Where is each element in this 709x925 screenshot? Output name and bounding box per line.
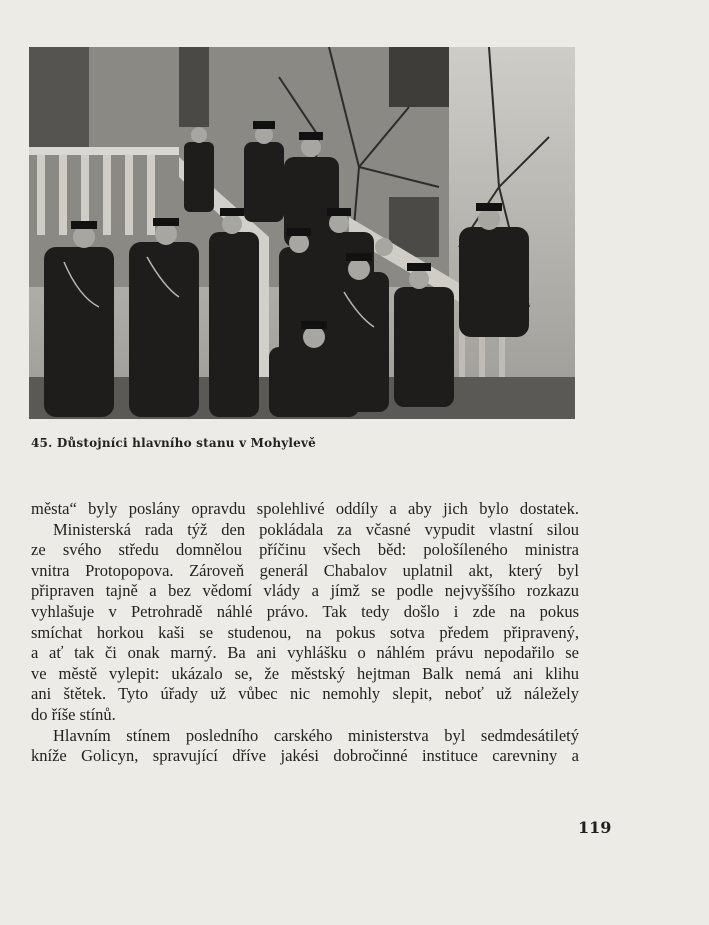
text-line: a ať tak či onak marný. Ba ani vyhlášku o náhlém právu nepodařilo se: [31, 643, 579, 663]
text-line: připraven tajně a bez vědomí vlády a jímž se podle nejvyššího rozkazu: [31, 581, 579, 601]
text-line: smíchat horkou kaši se studenou, na pokus sotva předem připravený,: [31, 622, 579, 642]
photograph: [29, 47, 575, 419]
text-line: vyhlašuje v Petrohradě náhlé právo. Tak tedy došlo i zde na pokus: [31, 601, 579, 621]
text-line: ani štětek. Tyto úřady už vůbec nic nemohly slepit, neboť už náležely: [31, 684, 579, 704]
page-number: 119: [578, 818, 612, 837]
officers-photo: [29, 47, 575, 419]
text-line: Ministerská rada týž den pokládala za včasné vypudit vlastní silou: [53, 519, 579, 539]
text-line: vnitra Protopopova. Zároveň generál Chabalov uplatnil akt, který byl: [31, 560, 579, 580]
text-line: ze svého středu domnělou příčinu všech běd: pološíleného ministra: [31, 540, 579, 560]
body-text: [31, 499, 579, 767]
text-line: kníže Golicyn, spravující dříve jakési dobročinné instituce carevniny a: [31, 746, 579, 766]
text-line: Hlavním stínem posledního carského ministerstva byl sedmdesátiletý: [53, 725, 579, 745]
text-line: ve městě vylepit: ukázalo se, že městský hejtman Balk nemá ani klihu: [31, 663, 579, 683]
text-line: města“ byly poslány opravdu spolehlivé oddíly a aby jich bylo dostatek.: [31, 499, 579, 518]
figure-caption: 45. Důstojníci hlavního stanu v Mohylevě: [31, 436, 317, 450]
text-line: do říše stínů.: [31, 704, 116, 724]
